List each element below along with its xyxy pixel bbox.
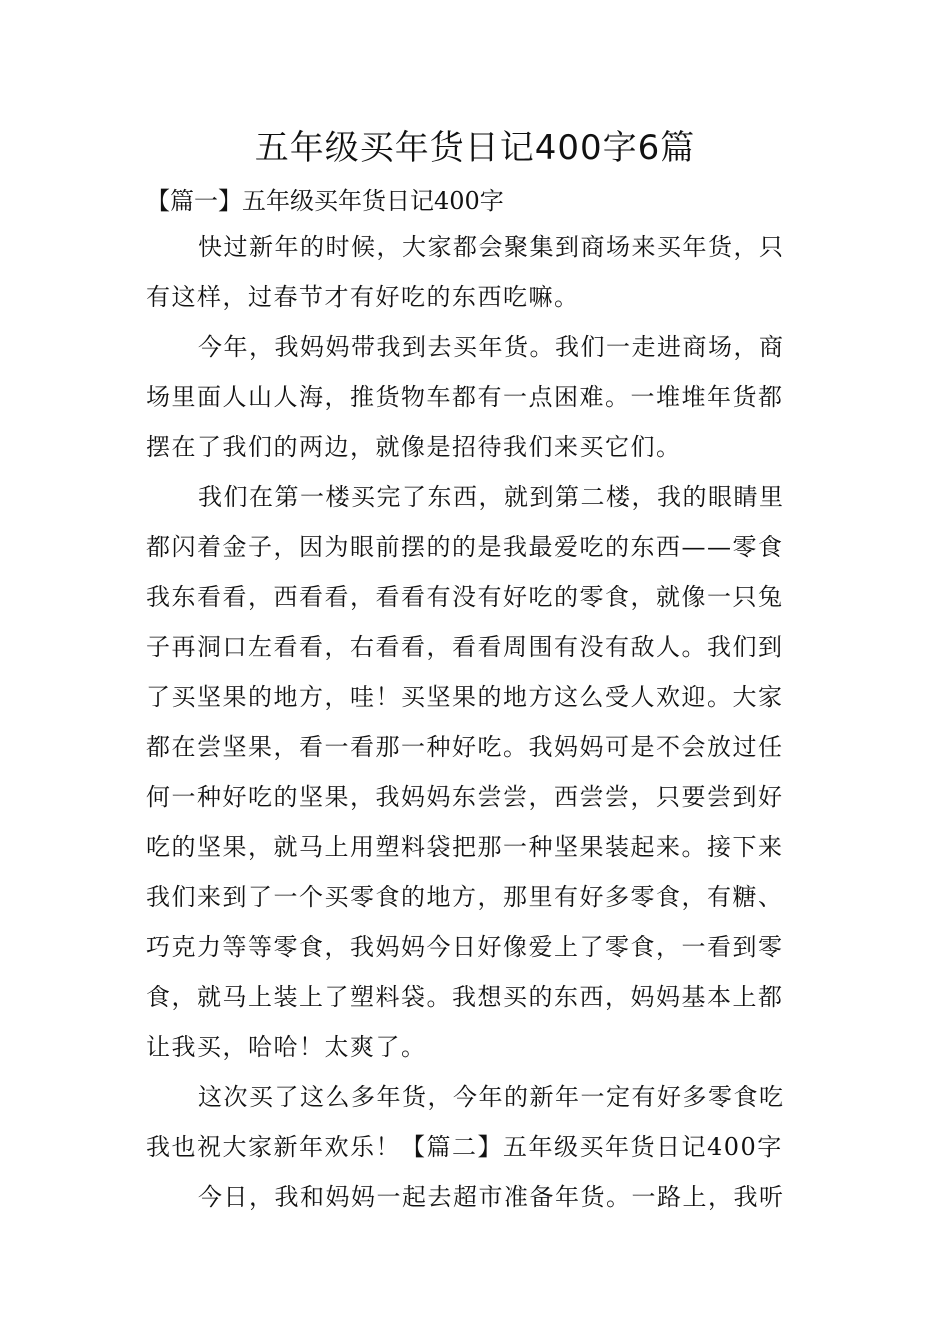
document-title: 五年级买年货日记400字6篇	[254, 128, 696, 168]
paragraph-line: 场里面人山人海，推货物车都有一点困难。一堆堆年货都	[146, 383, 784, 411]
paragraph-line: 都在尝坚果，看一看那一种好吃。我妈妈可是不会放过任	[146, 733, 784, 761]
paragraph-line: 子再洞口左看看，右看看，看看周围有没有敌人。我们到	[146, 633, 784, 661]
paragraph-line: 何一种好吃的坚果，我妈妈东尝尝，西尝尝，只要尝到好	[146, 783, 784, 811]
paragraph-line: 今年，我妈妈带我到去买年货。我们一走进商场，商	[198, 333, 785, 361]
paragraph-line: 了买坚果的地方，哇！买坚果的地方这么受人欢迎。大家	[146, 683, 784, 711]
paragraph-line: 让我买，哈哈！太爽了。	[146, 1033, 427, 1061]
paragraph-line: 今日，我和妈妈一起去超市准备年货。一路上，我听	[198, 1183, 785, 1211]
paragraph-line: 我东看看，西看看，看看有没有好吃的零食，就像一只兔	[146, 583, 784, 611]
paragraph-line: 我也祝大家新年欢乐！【篇二】五年级买年货日记400字	[146, 1133, 783, 1161]
document-body	[146, 222, 816, 1222]
section-heading-1: 【篇一】五年级买年货日记400字	[146, 187, 504, 215]
paragraph-line: 这次买了这么多年货，今年的新年一定有好多零食吃	[198, 1083, 785, 1111]
paragraph-line: 我们来到了一个买零食的地方，那里有好多零食，有糖、	[146, 883, 784, 911]
paragraph-line: 快过新年的时候，大家都会聚集到商场来买年货，只	[198, 233, 785, 261]
paragraph-line: 我们在第一楼买完了东西，就到第二楼，我的眼睛里	[198, 483, 785, 511]
paragraph-line: 有这样，过春节才有好吃的东西吃嘛。	[146, 283, 580, 311]
paragraph-line: 摆在了我们的两边，就像是招待我们来买它们。	[146, 433, 682, 461]
paragraph-line: 吃的坚果，就马上用塑料袋把那一种坚果装起来。接下来	[146, 833, 784, 861]
paragraph-line: 食，就马上装上了塑料袋。我想买的东西，妈妈基本上都	[146, 983, 784, 1011]
paragraph-line: 都闪着金子，因为眼前摆的的是我最爱吃的东西——零食	[146, 533, 784, 561]
paragraph-line: 巧克力等等零食，我妈妈今日好像爱上了零食，一看到零	[146, 933, 784, 961]
